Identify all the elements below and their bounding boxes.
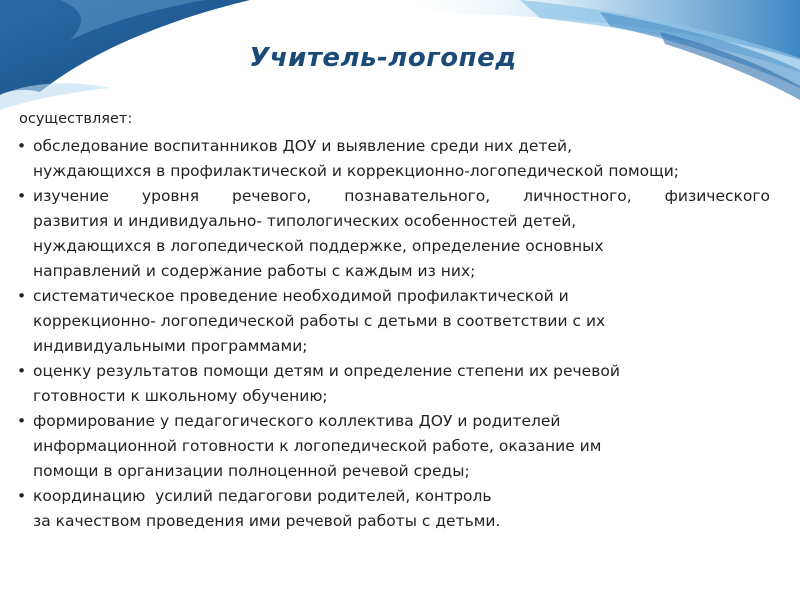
lead-text: осуществляет: xyxy=(19,111,133,127)
responsibilities-list xyxy=(17,134,785,534)
list-item-line: координацию усилий педагогови родителей, контроль xyxy=(33,487,492,505)
list-item-continuation xyxy=(17,509,785,534)
bullet-icon: • xyxy=(17,137,27,155)
list-item-line: развития и индивидуально- типологических особенностей детей, xyxy=(33,212,577,230)
list-item-line: коррекционно- логопедической работы с детьми в соответствии с их xyxy=(33,312,606,330)
list-item xyxy=(17,284,785,359)
bullet-icon: • xyxy=(17,412,27,430)
list-item-line: направлений и содержание работы с каждым из них; xyxy=(33,262,476,280)
list-item xyxy=(17,134,785,184)
list-item xyxy=(17,484,785,509)
list-item xyxy=(17,359,785,409)
list-item-line: систематическое проведение необходимой профилактической и xyxy=(33,287,569,305)
list-item-line: нуждающихся в профилактической и коррекционно-логопедической помощи; xyxy=(33,162,680,180)
list-item-line: помощи в организации полноценной речевой среды; xyxy=(33,462,470,480)
bullet-icon: • xyxy=(17,362,27,380)
bullet-icon: • xyxy=(17,187,27,205)
bullet-icon: • xyxy=(17,487,27,505)
list-item-line: оценку результатов помощи детям и определение степени их речевой xyxy=(33,362,620,380)
slide-title: Учитель-логопед xyxy=(249,43,517,73)
list-item-line: изучение уровня речевого, познавательного, личностного, физического xyxy=(33,187,770,205)
list-item-line: за качеством проведения ими речевой работы с детьми. xyxy=(33,512,501,530)
list-item-line: информационной готовности к логопедической работе, оказание им xyxy=(33,437,602,455)
list-item-line: формирование у педагогического коллектива ДОУ и родителей xyxy=(33,412,561,430)
list-item-line: индивидуальными программами; xyxy=(33,337,308,355)
list-item xyxy=(17,409,785,484)
list-item-line: готовности к школьному обучению; xyxy=(33,387,328,405)
list-item xyxy=(17,184,785,284)
bullet-icon: • xyxy=(17,287,27,305)
list-item-line: нуждающихся в логопедической поддержке, определение основных xyxy=(33,237,604,255)
list-item-line: обследование воспитанников ДОУ и выявление среди них детей, xyxy=(33,137,573,155)
